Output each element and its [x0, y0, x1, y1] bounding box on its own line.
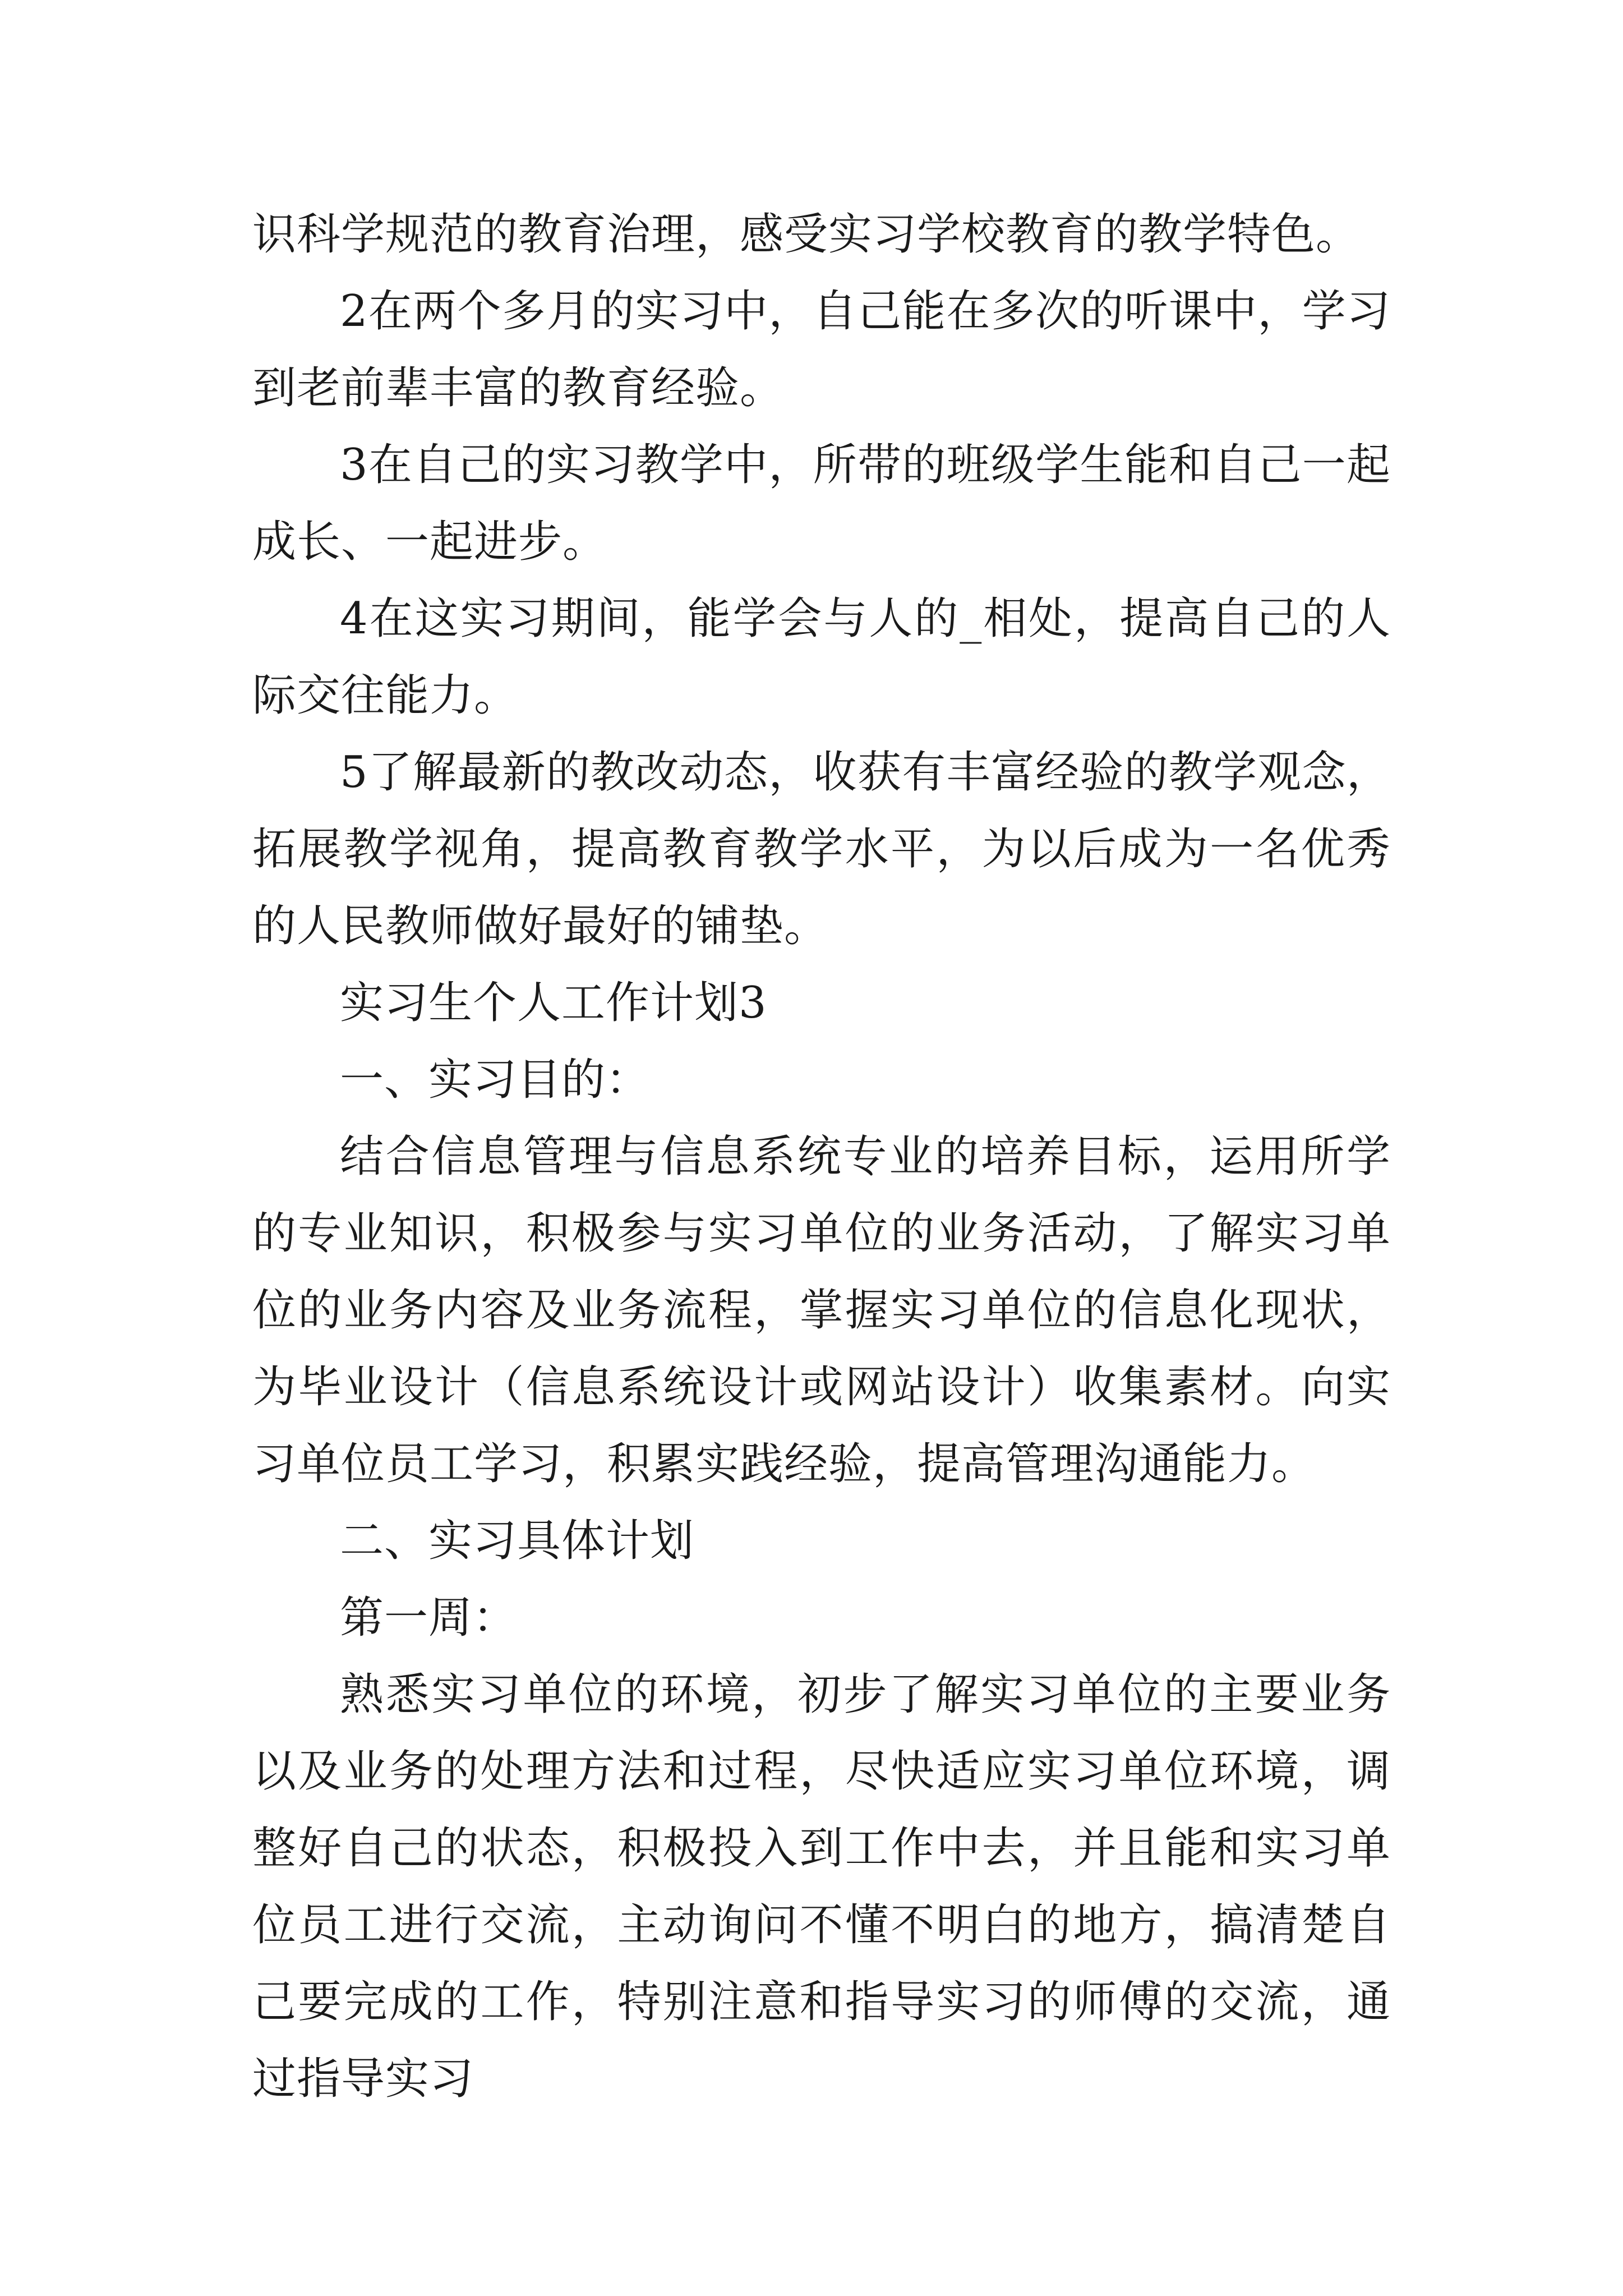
paragraph-purpose: 结合信息管理与信息系统专业的培养目标，运用所学的专业知识，积极参与实习单位的业务活动，了解实习单位的业务内容及业务流程，掌握实习单位的信息化现状，为毕业设计（信息系统设计或网站设计）收集素材。向实习单位员工学习，积累实践经验，提高管理沟通能力。: [252, 1131, 1391, 1489]
subheading-purpose: 一、实习目的：: [340, 1055, 651, 1105]
paragraph-week-one: 熟悉实习单位的环境，初步了解实习单位的主要业务以及业务的处理方法和过程，尽快适应实习单位环境，调整好自己的状态，积极投入到工作中去，并且能和实习单位员工进行交流，主动询问不懂不明白的地方，搞清楚自己要完成的工作，特别注意和指导实习的师傅的交流，通过指导实习: [252, 1669, 1391, 2104]
paragraph-item-2: 2在两个多月的实习中，自己能在多次的听课中，学习到老前辈丰富的教育经验。: [252, 286, 1391, 413]
subheading-specific-plan: 二、实习具体计划: [340, 1516, 695, 1566]
paragraph-item-4: 4在这实习期间，能学会与人的_相处，提高自己的人际交往能力。: [252, 593, 1391, 721]
paragraph-item-5: 5了解最新的教改动态，收获有丰富经验的教学观念，拓展教学视角，提高教育教学水平，为以后成为一名优秀的人民教师做好最好的铺垫。: [252, 747, 1391, 951]
paragraph-continuation: 识科学规范的教育治理，感受实习学校教育的教学特色。: [252, 209, 1361, 260]
paragraph-item-3: 3在自己的实习教学中，所带的班级学生能和自己一起成长、一起进步。: [252, 440, 1391, 567]
subheading-week-one: 第一周：: [340, 1593, 518, 1643]
section-heading-plan-3: 实习生个人工作计划3: [340, 978, 767, 1028]
document-body: [252, 196, 1391, 2118]
